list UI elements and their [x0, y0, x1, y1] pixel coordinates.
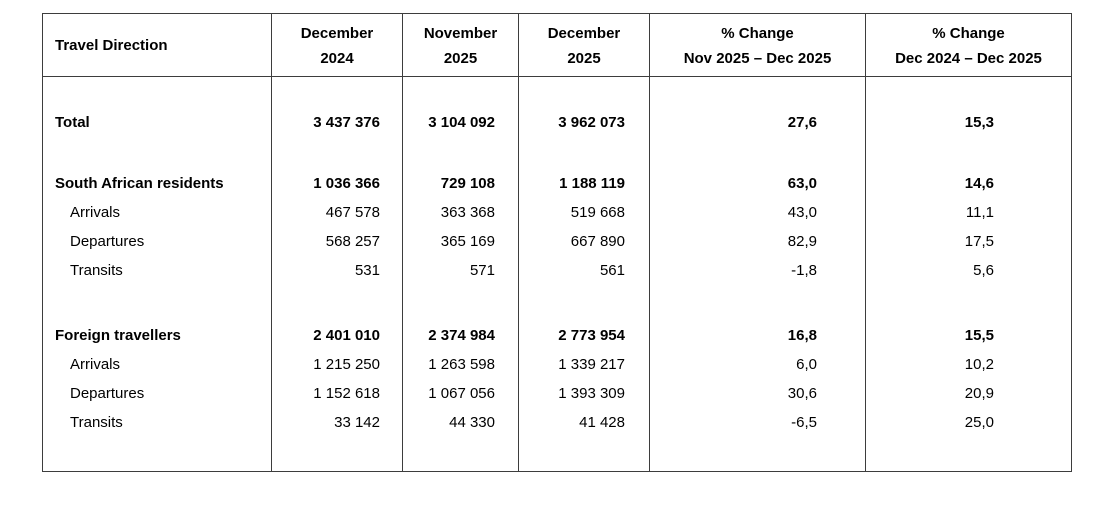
cell-dec-2025: 3 962 073 [518, 108, 649, 137]
cell-pct-change-nov-dec: 27,6 [649, 108, 865, 137]
cell-pct-change-dec-dec: 15,3 [865, 108, 1071, 137]
cell-dec-2025: 41 428 [518, 408, 649, 437]
cell-nov-2025: 363 368 [402, 198, 518, 227]
header-december-2024 [271, 14, 402, 76]
header-line: Dec 2024 – Dec 2025 [895, 50, 1042, 67]
cell-pct-change-nov-dec: 16,8 [649, 321, 865, 350]
cell-dec-2024: 531 [271, 256, 402, 285]
header-pct-change-nov-dec [649, 14, 865, 76]
cell-dec-2025: 519 668 [518, 198, 649, 227]
cell-dec-2025: 2 773 954 [518, 321, 649, 350]
cell-dec-2025: 1 393 309 [518, 379, 649, 408]
cell-dec-2024: 467 578 [271, 198, 402, 227]
spacer-row [43, 437, 1071, 471]
table-row-foreign-arrivals [43, 350, 1071, 379]
cell-dec-2024: 1 036 366 [271, 169, 402, 198]
header-line: 2025 [567, 50, 601, 67]
travel-direction-table [42, 13, 1072, 472]
cell-pct-change-dec-dec: 15,5 [865, 321, 1071, 350]
row-label: Departures [70, 385, 145, 402]
cell-pct-change-dec-dec: 14,6 [865, 169, 1071, 198]
cell-pct-change-dec-dec: 20,9 [865, 379, 1071, 408]
header-line: 2025 [443, 50, 478, 67]
row-label: Transits [70, 262, 123, 279]
cell-dec-2025: 1 339 217 [518, 350, 649, 379]
header-line: % Change [721, 25, 794, 42]
cell-pct-change-nov-dec: 63,0 [649, 169, 865, 198]
cell-dec-2024: 33 142 [271, 408, 402, 437]
row-label: Arrivals [70, 204, 121, 221]
header-travel-direction: Travel Direction [55, 36, 168, 54]
cell-nov-2025: 44 330 [402, 408, 518, 437]
cell-pct-change-dec-dec: 17,5 [865, 227, 1071, 256]
cell-dec-2024: 568 257 [271, 227, 402, 256]
spacer-row [43, 285, 1071, 321]
spacer-row [43, 77, 1071, 108]
cell-pct-change-nov-dec: -1,8 [649, 256, 865, 285]
cell-dec-2024: 1 152 618 [271, 379, 402, 408]
cell-nov-2025: 2 374 984 [402, 321, 518, 350]
cell-nov-2025: 729 108 [402, 169, 518, 198]
cell-pct-change-dec-dec: 10,2 [865, 350, 1071, 379]
header-line: Nov 2025 – Dec 2025 [683, 50, 832, 67]
row-label: Transits [70, 414, 123, 431]
cell-pct-change-dec-dec: 11,1 [865, 198, 1071, 227]
row-label: Arrivals [70, 356, 121, 373]
cell-dec-2025: 1 188 119 [518, 169, 649, 198]
cell-dec-2024: 2 401 010 [271, 321, 402, 350]
cell-pct-change-nov-dec: -6,5 [649, 408, 865, 437]
cell-dec-2024: 1 215 250 [271, 350, 402, 379]
table-row-foreign-travellers [43, 321, 1071, 350]
cell-pct-change-nov-dec: 6,0 [649, 350, 865, 379]
cell-nov-2025: 571 [402, 256, 518, 285]
cell-dec-2024: 3 437 376 [271, 108, 402, 137]
header-line: % Change [932, 25, 1005, 42]
cell-nov-2025: 3 104 092 [402, 108, 518, 137]
cell-nov-2025: 365 169 [402, 227, 518, 256]
row-label: Departures [70, 233, 145, 250]
cell-pct-change-nov-dec: 82,9 [649, 227, 865, 256]
header-december-2025 [518, 14, 649, 76]
cell-dec-2025: 667 890 [518, 227, 649, 256]
table-row-sar-transits [43, 256, 1071, 285]
header-november-2025 [402, 14, 518, 76]
cell-pct-change-dec-dec: 25,0 [865, 408, 1071, 437]
cell-pct-change-nov-dec: 43,0 [649, 198, 865, 227]
table-row-sar-departures [43, 227, 1071, 256]
cell-pct-change-dec-dec: 5,6 [865, 256, 1071, 285]
cell-pct-change-nov-dec: 30,6 [649, 379, 865, 408]
spacer-row [43, 137, 1071, 169]
header-line: December [300, 25, 374, 42]
row-label: South African residents [55, 175, 224, 192]
header-line: December [547, 25, 621, 42]
cell-nov-2025: 1 263 598 [402, 350, 518, 379]
header-line: 2024 [320, 50, 354, 67]
header-line: November [423, 25, 498, 42]
table-row-foreign-departures [43, 379, 1071, 408]
row-label: Total [55, 114, 90, 131]
row-label: Foreign travellers [55, 327, 181, 344]
table-row-sar-arrivals [43, 198, 1071, 227]
table-row-foreign-transits [43, 408, 1071, 437]
cell-nov-2025: 1 067 056 [402, 379, 518, 408]
table-header-row [43, 14, 1071, 77]
cell-dec-2025: 561 [518, 256, 649, 285]
table-row-total [43, 108, 1071, 137]
table-row-south-african-residents [43, 169, 1071, 198]
header-pct-change-dec-dec [865, 14, 1071, 76]
